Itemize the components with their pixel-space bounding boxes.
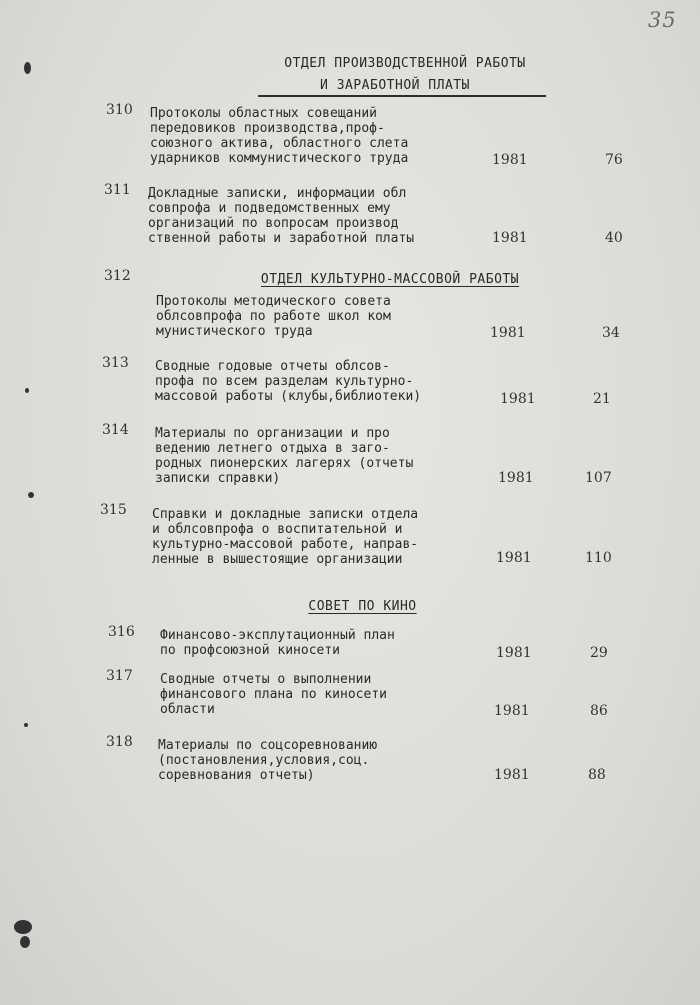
entry-number: 312: [104, 268, 131, 284]
section-heading-production-line2: И ЗАРАБОТНОЙ ПЛАТЫ: [320, 78, 470, 93]
entry-sheet-count: 88: [588, 767, 606, 783]
entry-number: 313: [102, 355, 129, 371]
section-heading-rule: [258, 95, 546, 97]
scan-speck: [20, 936, 30, 948]
section-heading-cinema: СОВЕТ ПО КИНО: [308, 599, 417, 614]
entry-year: 1981: [494, 703, 530, 719]
entry-number: 314: [102, 422, 129, 438]
entry-year: 1981: [496, 645, 532, 661]
entry-sheet-count: 110: [585, 550, 612, 566]
entry-sheet-count: 76: [605, 152, 623, 168]
entry-sheet-count: 86: [590, 703, 608, 719]
section-heading-cultural: ОТДЕЛ КУЛЬТУРНО-МАССОВОЙ РАБОТЫ: [260, 272, 520, 287]
entry-year: 1981: [500, 391, 536, 407]
scan-speck: [25, 388, 29, 393]
scan-speck: [14, 920, 32, 934]
entry-year: 1981: [490, 325, 526, 341]
scan-speck: [24, 62, 31, 74]
entry-year: 1981: [492, 230, 528, 246]
entry-year: 1981: [498, 470, 534, 486]
entry-description: Докладные записки, информации обл совпрофа и подведомственных ему организаций по вопросам производ ственной работы и заработной платы: [148, 186, 415, 246]
entry-year: 1981: [492, 152, 528, 168]
entry-description: Протоколы методического совета облсовпрофа по работе школ ком мунистического труда: [156, 294, 391, 339]
entry-sheet-count: 107: [585, 470, 612, 486]
entry-sheet-count: 21: [593, 391, 611, 407]
entry-number: 317: [106, 668, 133, 684]
entry-year: 1981: [496, 550, 532, 566]
entry-description: Протоколы областных совещаний передовиков производства,проф- союзного актива, областного слета ударников коммунистического труда: [150, 106, 409, 166]
entry-number: 316: [108, 624, 135, 640]
entry-description: Материалы по соцсоревнованию (постановления,условия,соц. соревнования отчеты): [158, 738, 378, 783]
scan-speck: [28, 492, 34, 498]
entry-sheet-count: 29: [590, 645, 608, 661]
page-number: 35: [648, 8, 677, 32]
entry-number: 315: [100, 502, 127, 518]
section-heading-production-line1: ОТДЕЛ ПРОИЗВОДСТВЕННОЙ РАБОТЫ: [284, 56, 526, 71]
entry-number: 310: [106, 102, 133, 118]
entry-description: Сводные годовые отчеты облсов- профа по всем разделам культурно- массовой работы (клубы,библиотеки): [155, 359, 422, 404]
entry-number: 318: [106, 734, 133, 750]
scan-speck: [24, 723, 28, 727]
entry-number: 311: [104, 182, 131, 198]
entry-year: 1981: [494, 767, 530, 783]
entry-sheet-count: 34: [602, 325, 620, 341]
entry-description: Материалы по организации и про ведению летнего отдыха в заго- родных пионерских лагерях (отчеты записки справки): [155, 426, 414, 486]
entry-description: Сводные отчеты о выполнении финансового плана по киносети области: [160, 672, 387, 717]
entry-description: Справки и докладные записки отдела и облсовпрофа о воспитательной и культурно-массовой работе, направ- ленные в вышестоящие организации: [152, 507, 419, 567]
entry-description: Финансово-эксплутационный план по профсоюзной киносети: [160, 628, 395, 658]
entry-sheet-count: 40: [605, 230, 623, 246]
